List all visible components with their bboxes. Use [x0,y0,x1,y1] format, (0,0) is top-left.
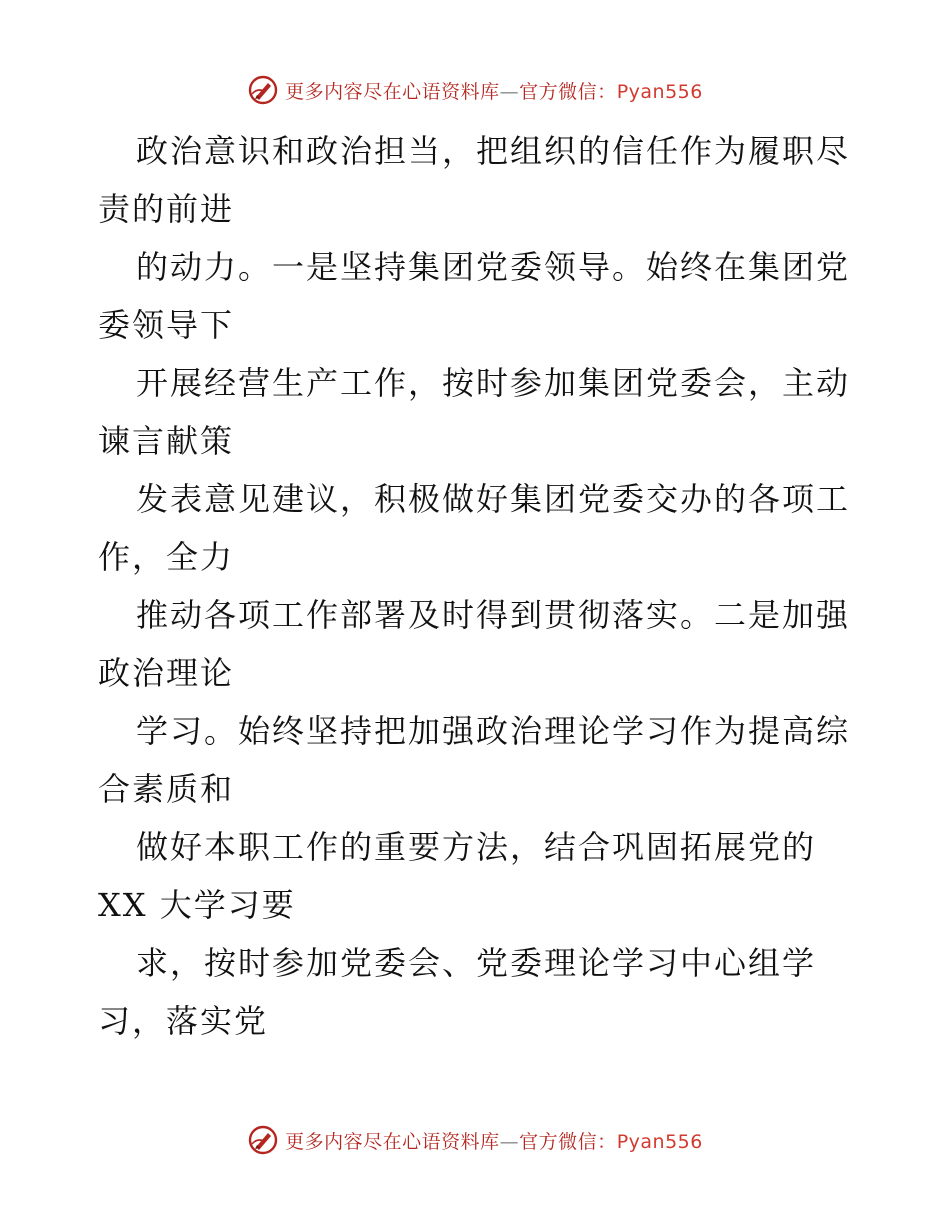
line-tail: 作，全力 [98,538,235,576]
line-tail: 谏言献策 [98,422,235,460]
pen-logo-icon [247,1124,279,1156]
paragraph-line-5 [98,586,868,702]
header-separator: — [499,80,520,103]
line-lead: 推动各项工作部署及时得到贯彻落实。二是加强 [136,596,851,634]
paragraph-line-4 [98,470,868,586]
paragraph-line-7 [98,818,868,934]
paragraph-line-8 [98,934,868,1050]
document-body [98,122,868,1050]
pen-logo-icon [247,74,279,106]
line-tail: 习，落实党 [98,1002,269,1040]
paragraph-line-1 [98,122,868,238]
paragraph-line-3 [98,354,868,470]
line-tail: 政治理论 [98,654,235,692]
header-site-text: 更多内容尽在心语资料库 [285,80,500,103]
paragraph-line-6 [98,702,868,818]
footer-contact-handle: Pyan556 [616,1130,703,1153]
line-lead: 做好本职工作的重要方法，结合巩固拓展党的 [136,828,817,866]
line-lead: 学习。始终坚持把加强政治理论学习作为提高综 [136,712,851,750]
footer-contact-label: 官方微信： [519,1130,617,1153]
line-lead: 开展经营生产工作，按时参加集团党委会，主动 [136,364,851,402]
header-banner-text [285,77,703,104]
footer-separator: — [499,1130,520,1153]
header-banner [0,70,950,110]
line-lead: 政治意识和政治担当，把组织的信任作为履职尽 [136,132,851,170]
line-lead: 发表意见建议，积极做好集团党委交办的各项工 [136,480,851,518]
header-contact-label: 官方微信： [519,80,617,103]
line-tail: 合素质和 [98,770,235,808]
paragraph-line-2 [98,238,868,354]
header-banner-inner [247,74,703,106]
line-lead: 求，按时参加党委会、党委理论学习中心组学 [136,944,817,982]
line-lead: 的动力。一是坚持集团党委领导。始终在集团党 [136,248,851,286]
line-tail: 委领导下 [98,306,235,344]
footer-banner [0,1120,950,1160]
header-contact-handle: Pyan556 [616,80,703,103]
footer-site-text: 更多内容尽在心语资料库 [285,1130,500,1153]
footer-banner-text [285,1127,703,1154]
line-tail: XX 大学习要 [98,886,296,924]
line-tail: 责的前进 [98,190,235,228]
footer-banner-inner [247,1124,703,1156]
